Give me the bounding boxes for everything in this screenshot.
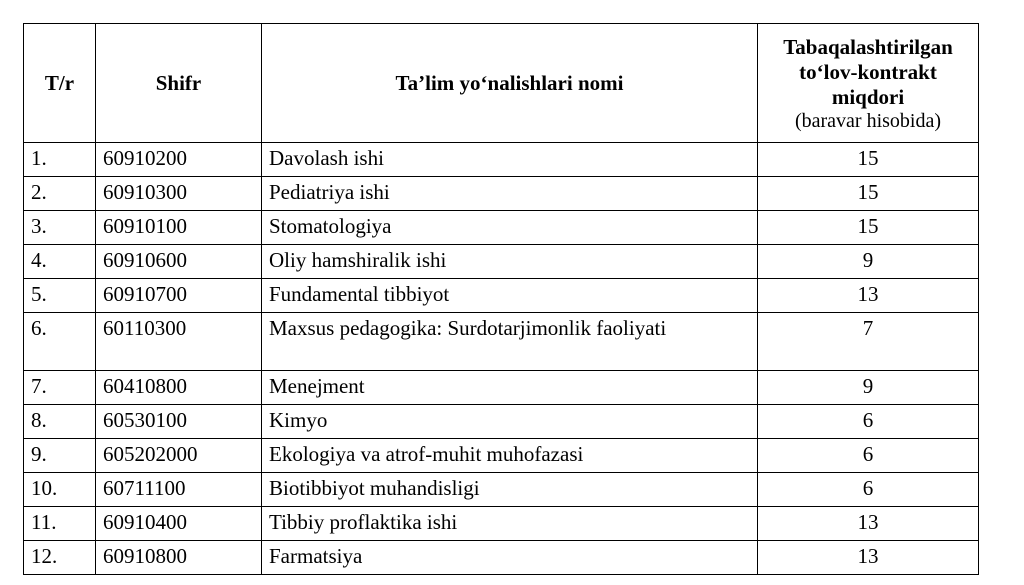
row-amount: 6 xyxy=(758,439,979,473)
row-index: 7. xyxy=(24,371,96,405)
row-name: Menejment xyxy=(262,371,758,405)
row-amount: 15 xyxy=(758,211,979,245)
row-amount: 7 xyxy=(758,313,979,371)
row-code: 60910100 xyxy=(96,211,262,245)
row-name: Tibbiy proflaktika ishi xyxy=(262,507,758,541)
table-row xyxy=(24,473,979,507)
contract-fee-table xyxy=(23,23,979,575)
row-code: 60711100 xyxy=(96,473,262,507)
row-code: 60530100 xyxy=(96,405,262,439)
table-row xyxy=(24,313,979,371)
row-name: Fundamental tibbiyot xyxy=(262,279,758,313)
row-name: Farmatsiya xyxy=(262,541,758,575)
table-row xyxy=(24,541,979,575)
row-name: Pediatriya ishi xyxy=(262,177,758,211)
row-amount: 13 xyxy=(758,541,979,575)
row-amount: 9 xyxy=(758,245,979,279)
table-row xyxy=(24,439,979,473)
row-index: 11. xyxy=(24,507,96,541)
table-row xyxy=(24,371,979,405)
row-code: 60910300 xyxy=(96,177,262,211)
row-name: Kimyo xyxy=(262,405,758,439)
row-code: 60910700 xyxy=(96,279,262,313)
row-name: Ekologiya va atrof-muhit muhofazasi xyxy=(262,439,758,473)
row-name: Stomatologiya xyxy=(262,211,758,245)
row-index: 6. xyxy=(24,313,96,371)
row-index: 1. xyxy=(24,143,96,177)
row-amount: 15 xyxy=(758,177,979,211)
row-amount: 13 xyxy=(758,279,979,313)
header-amount-line1: Tabaqalashtirilgan xyxy=(783,34,953,59)
row-code: 60110300 xyxy=(96,313,262,371)
header-amount-sub: (baravar hisobida) xyxy=(794,109,942,132)
row-amount: 6 xyxy=(758,405,979,439)
row-index: 3. xyxy=(24,211,96,245)
table-row xyxy=(24,143,979,177)
row-name: Biotibbiyot muhandisligi xyxy=(262,473,758,507)
row-amount: 15 xyxy=(758,143,979,177)
header-code: Shifr xyxy=(96,24,262,143)
row-amount: 9 xyxy=(758,371,979,405)
header-amount-line3: miqdori xyxy=(831,84,905,109)
table-row xyxy=(24,507,979,541)
row-index: 10. xyxy=(24,473,96,507)
header-index: T/r xyxy=(24,24,96,143)
row-code: 60910200 xyxy=(96,143,262,177)
row-index: 12. xyxy=(24,541,96,575)
table-row xyxy=(24,211,979,245)
header-name: Ta’lim yo‘nalishlari nomi xyxy=(262,24,758,143)
table-row xyxy=(24,405,979,439)
row-index: 5. xyxy=(24,279,96,313)
row-name: Oliy hamshiralik ishi xyxy=(262,245,758,279)
row-index: 8. xyxy=(24,405,96,439)
row-code: 60910600 xyxy=(96,245,262,279)
row-index: 2. xyxy=(24,177,96,211)
row-code: 60910400 xyxy=(96,507,262,541)
header-row xyxy=(24,24,979,143)
table-body xyxy=(24,143,979,575)
row-code: 60910800 xyxy=(96,541,262,575)
row-index: 4. xyxy=(24,245,96,279)
row-amount: 13 xyxy=(758,507,979,541)
row-name: Davolash ishi xyxy=(262,143,758,177)
table-row xyxy=(24,279,979,313)
row-amount: 6 xyxy=(758,473,979,507)
table-row xyxy=(24,177,979,211)
row-code: 60410800 xyxy=(96,371,262,405)
table-row xyxy=(24,245,979,279)
header-amount-line2: to‘lov-kontrakt xyxy=(799,59,937,84)
header-amount xyxy=(758,24,979,143)
row-name: Maxsus pedagogika: Surdotarjimonlik faoliyati xyxy=(262,313,758,371)
table-header xyxy=(24,24,979,143)
row-index: 9. xyxy=(24,439,96,473)
row-code: 605202000 xyxy=(96,439,262,473)
